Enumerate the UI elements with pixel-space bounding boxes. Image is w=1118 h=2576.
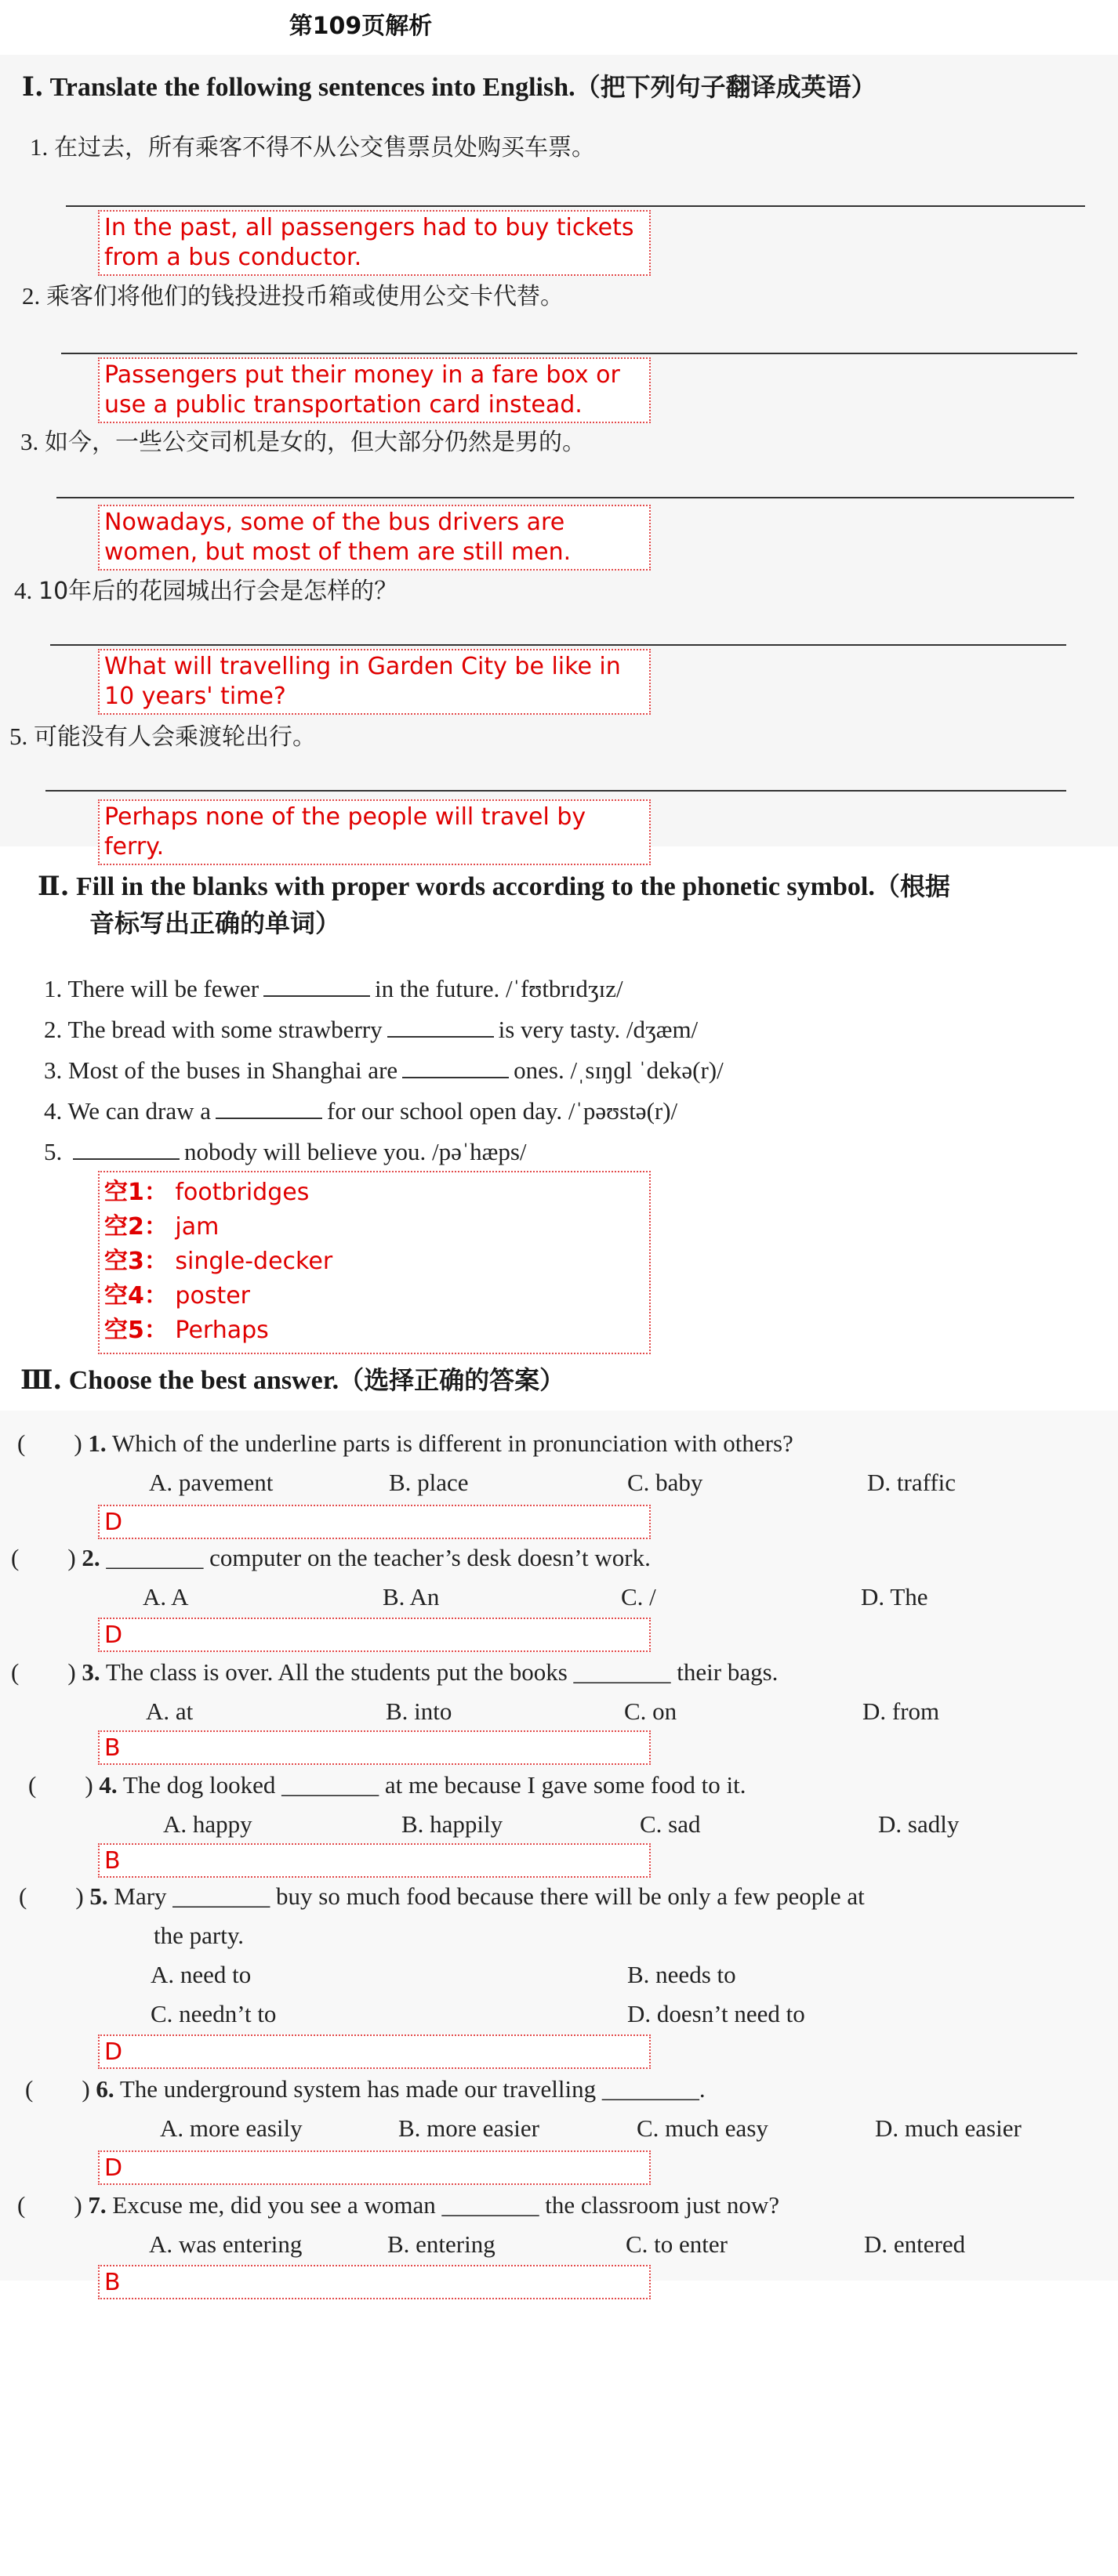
s3-q2-answer-box: D [98, 1618, 651, 1652]
s1-question-4 [14, 575, 397, 607]
s2-q4-before: We can draw a [67, 1097, 211, 1125]
s3-q1-option-c: C. baby [627, 1469, 703, 1496]
s2-answer-1-label: 空1： [104, 1179, 168, 1206]
section3-heading-cn: （选择正确的答案） [339, 1365, 565, 1395]
s3-q5-option-c: C. needn’t to [151, 2000, 277, 2027]
s1-question-5 [9, 721, 316, 753]
s2-answer-3-value: single-decker [175, 1248, 333, 1275]
section2-heading-cn-2: 音标写出正确的单词） [89, 908, 341, 938]
s3-q4-answer-box: B [98, 1843, 651, 1878]
s3-q3-paren: ( ) [11, 1658, 76, 1686]
s2-q1-num: 1. [44, 975, 63, 1002]
s2-q3-before: Most of the buses in Shanghai are [68, 1056, 398, 1084]
s1-q3-answer-box: Nowadays, some of the bus drivers are women, but most of them are still men. [98, 505, 651, 571]
s1-q2-answer-line [61, 353, 1077, 354]
s1-q5-num: 5. [9, 723, 28, 750]
s1-q3-num: 3. [20, 428, 39, 455]
s3-q6-stem: The underground system has made our travelling ________. [119, 2075, 706, 2103]
s2-question-5 [44, 1136, 527, 1168]
s2-q4-after: for our school open day. [327, 1097, 563, 1125]
s3-question-1 [17, 1428, 793, 1459]
s1-q5-text: 可能没有人会乘渡轮出行。 [34, 723, 316, 751]
s3-question-4 [28, 1770, 746, 1801]
s3-q1-num: 1. [88, 1429, 107, 1457]
s2-answer-4 [104, 1279, 644, 1313]
s2-q5-num: 5. [44, 1138, 63, 1165]
s2-answer-5-value: Perhaps [175, 1317, 269, 1344]
s3-q1-paren: ( ) [17, 1429, 82, 1457]
s2-answer-4-label: 空4： [104, 1282, 168, 1310]
s3-q3-num: 3. [82, 1658, 100, 1686]
s2-q1-blank [263, 973, 370, 997]
s2-question-1 [44, 973, 623, 1005]
s3-q3-option-a: A. at [146, 1697, 194, 1725]
s2-q4-num: 4. [44, 1097, 63, 1125]
s1-q4-num: 4. [14, 577, 33, 604]
s3-q1-option-a: A. pavement [149, 1469, 274, 1496]
s3-q5-option-b: B. needs to [627, 1961, 736, 1988]
s3-q4-paren: ( ) [28, 1771, 93, 1799]
s3-q4-num: 4. [99, 1771, 118, 1799]
s3-q2-option-a: A. A [143, 1583, 189, 1610]
s3-q4-stem: The dog looked ________ at me because I gave some food to it. [122, 1771, 746, 1799]
s1-q5-answer-line [45, 790, 1066, 792]
s2-q2-num: 2. [44, 1016, 63, 1043]
s2-q4-phonetic: /ˈpəʊstə(r)/ [568, 1097, 678, 1125]
s3-q7-option-d: D. entered [864, 2230, 966, 2258]
s2-answer-1 [104, 1176, 644, 1210]
s2-answer-2 [104, 1210, 644, 1245]
s2-answer-5 [104, 1313, 644, 1348]
s3-q5-stem: Mary ________ buy so much food because there will be only a few people at [114, 1882, 865, 1910]
s3-q7-option-c: C. to enter [626, 2230, 728, 2258]
s2-q3-blank [402, 1055, 509, 1078]
s3-q3-option-c: C. on [624, 1697, 677, 1725]
s1-q1-num: 1. [30, 133, 49, 161]
s1-q5-answer-box: Perhaps none of the people will travel by ferry. [98, 799, 651, 865]
s1-question-3 [20, 426, 586, 458]
s2-answer-2-label: 空2： [104, 1213, 168, 1241]
s3-q6-option-a: A. more easily [160, 2114, 303, 2142]
section1-heading [22, 69, 877, 106]
s2-question-2 [44, 1014, 698, 1045]
s2-q5-after: nobody will believe you. [184, 1138, 427, 1165]
s1-q2-answer-box: Passengers put their money in a fare box or use a public transportation card instead. [98, 357, 651, 423]
s1-q3-answer-line [56, 497, 1074, 498]
s2-q3-after: ones. [514, 1056, 564, 1084]
s3-q7-option-a: A. was entering [149, 2230, 303, 2258]
s3-q5-answer-box: D [98, 2034, 651, 2069]
s3-q7-paren: ( ) [17, 2191, 82, 2219]
s3-q2-paren: ( ) [11, 1544, 76, 1571]
s3-q6-answer-box: D [98, 2150, 651, 2185]
s2-q1-before: There will be fewer [67, 975, 260, 1002]
s2-answer-4-value: poster [175, 1282, 251, 1310]
s3-q5-option-a: A. need to [151, 1961, 252, 1988]
s1-question-2 [22, 281, 564, 313]
s2-q3-num: 3. [44, 1056, 63, 1084]
s3-q2-option-d: D. The [861, 1583, 928, 1610]
section3-roman: Ⅲ. [20, 1364, 63, 1396]
s3-q2-num: 2. [82, 1544, 100, 1571]
s2-question-3 [44, 1055, 724, 1086]
s2-answer-3 [104, 1245, 644, 1279]
s2-answer-box [98, 1171, 651, 1354]
page-title: 第109页解析 [289, 13, 433, 40]
section1-heading-en: Translate the following sentences into English. [49, 73, 575, 102]
s3-q7-answer-box: B [98, 2265, 651, 2299]
s1-q4-answer-box: What will travelling in Garden City be like in 10 years' time? [98, 649, 651, 715]
s2-q5-phonetic: /pəˈhæps/ [431, 1138, 527, 1165]
s3-question-3 [11, 1657, 778, 1688]
s3-question-2 [11, 1542, 651, 1574]
s3-q4-option-d: D. sadly [878, 1810, 960, 1838]
s3-q2-stem: ________ computer on the teacher’s desk doesn’t work. [106, 1544, 651, 1571]
s3-q4-option-c: C. sad [640, 1810, 701, 1838]
s1-q1-answer-line [66, 205, 1085, 207]
s3-q6-num: 6. [96, 2075, 114, 2103]
s2-answer-1-value: footbridges [175, 1179, 310, 1206]
s3-q5-stem-2: the party. [154, 1922, 245, 1949]
s2-q2-phonetic: /dʒæm/ [626, 1016, 699, 1043]
s3-q5-num: 5. [89, 1882, 108, 1910]
s3-q6-option-c: C. much easy [637, 2114, 768, 2142]
s2-q1-phonetic: /ˈfʊtbrɪdʒɪz/ [506, 975, 623, 1002]
s2-q1-after: in the future. [375, 975, 500, 1002]
s1-q2-text: 乘客们将他们的钱投进投币箱或使用公交卡代替。 [46, 283, 564, 310]
s3-question-7 [17, 2190, 779, 2221]
s2-answer-3-label: 空3： [104, 1248, 168, 1275]
s1-question-1 [30, 132, 595, 164]
s3-q2-option-b: B. An [383, 1583, 440, 1610]
section2-roman: Ⅱ. [38, 871, 70, 902]
s3-q2-option-c: C. / [621, 1583, 656, 1610]
s3-q6-paren: ( ) [25, 2075, 90, 2103]
s3-q3-stem: The class is over. All the students put the books ________ their bags. [105, 1658, 779, 1686]
s2-q5-blank [73, 1136, 180, 1160]
s1-q1-answer-box: In the past, all passengers had to buy tickets from a bus conductor. [98, 210, 651, 276]
s3-q3-option-d: D. from [862, 1697, 940, 1725]
s1-q4-answer-line [50, 644, 1066, 646]
s2-answer-5-label: 空5： [104, 1317, 168, 1344]
s3-q5-paren: ( ) [19, 1882, 84, 1910]
s2-question-4 [44, 1096, 677, 1127]
section2-heading [38, 868, 1112, 942]
section1-heading-cn: （把下列句子翻译成英语） [575, 72, 877, 102]
section3-heading [20, 1362, 564, 1399]
s1-q4-text: 10年后的花园城出行会是怎样的？ [38, 578, 398, 605]
section1-roman: Ⅰ. [22, 71, 44, 103]
s3-q6-option-d: D. much easier [875, 2114, 1022, 2142]
s1-q3-text: 如今，一些公交司机是女的，但大部分仍然是男的。 [45, 429, 586, 456]
section2-heading-en: Fill in the blanks with proper words according to the phonetic symbol. [76, 872, 875, 901]
s1-q1-text: 在过去，所有乘客不得不从公交售票员处购买车票。 [54, 134, 595, 161]
s3-question-5 [19, 1881, 1101, 1951]
s3-q3-option-b: B. into [386, 1697, 452, 1725]
s1-q2-num: 2. [22, 282, 41, 310]
s3-q7-option-b: B. entering [387, 2230, 495, 2258]
s3-q1-option-b: B. place [389, 1469, 469, 1496]
s2-q4-blank [216, 1096, 322, 1119]
s3-q4-option-a: A. happy [163, 1810, 252, 1838]
s3-q6-option-b: B. more easier [398, 2114, 539, 2142]
s3-q1-stem: Which of the underline parts is different in pronunciation with others? [111, 1429, 793, 1457]
section2-heading-cn-1: （根据 [874, 871, 950, 901]
s3-q3-answer-box: B [98, 1730, 651, 1765]
s3-q5-option-d: D. doesn’t need to [627, 2000, 805, 2027]
s2-q2-before: The bread with some strawberry [67, 1016, 383, 1043]
s2-q2-blank [387, 1014, 494, 1038]
s2-q2-after: is very tasty. [498, 1016, 621, 1043]
s3-q7-num: 7. [88, 2191, 107, 2219]
s3-q1-answer-box: D [98, 1505, 651, 1539]
s3-q1-option-d: D. traffic [867, 1469, 956, 1496]
s2-q3-phonetic: /ˌsɪŋɡl ˈdekə(r)/ [570, 1056, 724, 1084]
s3-question-6 [25, 2074, 706, 2105]
s3-q7-stem: Excuse me, did you see a woman ________ the classroom just now? [112, 2191, 780, 2219]
s3-q4-option-b: B. happily [401, 1810, 503, 1838]
section3-heading-en: Choose the best answer. [68, 1366, 339, 1395]
s2-answer-2-value: jam [175, 1213, 220, 1241]
